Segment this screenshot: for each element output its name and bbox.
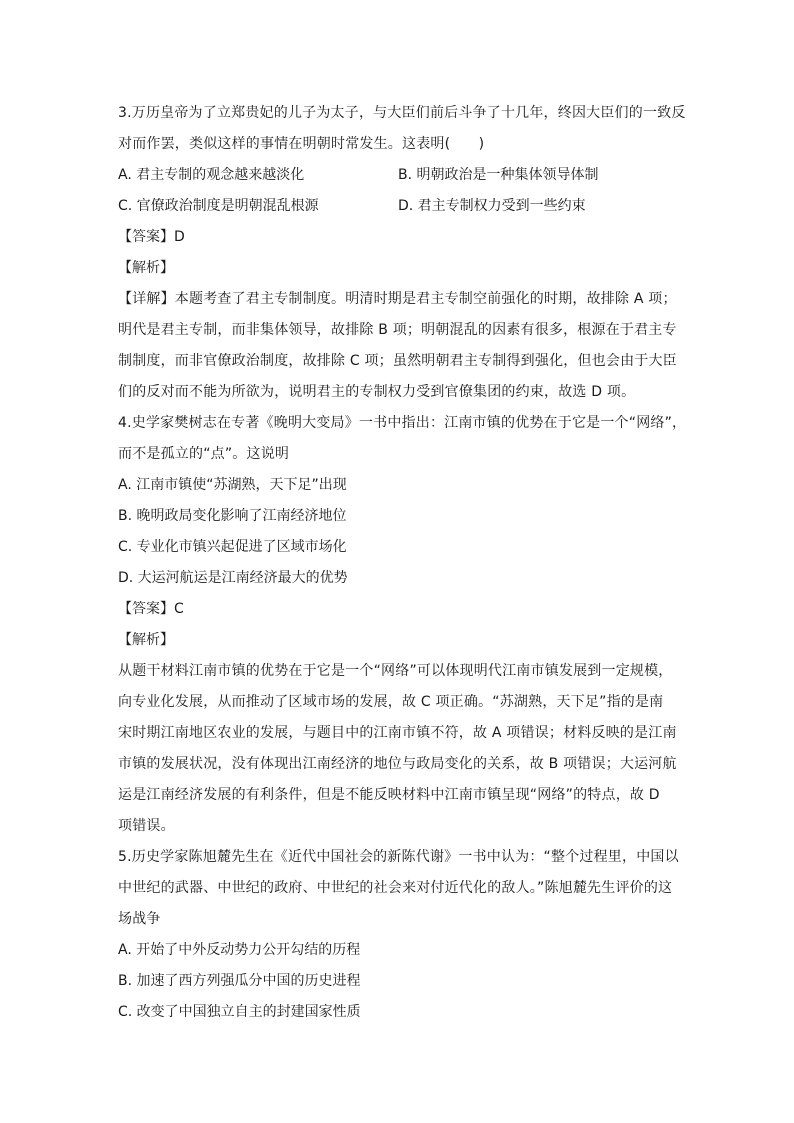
detail-line: 们的反对而不能为所欲为，说明君主的专制权力受到官僚集团的约束，故选 D 项。 [118,384,636,400]
stem-line: 而不是孤立的“点”。这说明 [118,446,290,462]
answer-label: 【答案】C [118,601,184,617]
stem-line: 场战争 [118,911,161,927]
option-a: A. 君主专制的观念越来越淡化 [118,167,305,183]
option-a: A. 开始了中外反动势力公开勾结的历程 [118,942,361,958]
analysis-line: 运是江南经济发展的有利条件，但是不能反映材料中江南市镇呈现“网络”的特点，故 D [118,787,660,803]
analysis-line: 项错误。 [118,818,175,834]
exam-page [118,98,687,1028]
option-c: C. 改变了中国独立自主的封建国家性质 [118,1004,361,1020]
detail-line: 【详解】本题考查了君主专制制度。明清时期是君主专制空前强化的时期，故排除 A 项； [118,291,677,307]
option-b: B. 加速了西方列强瓜分中国的历史进程 [118,973,361,989]
question-5 [118,842,678,1028]
answer-label: 【答案】D [118,229,185,245]
question-4-stem [118,408,687,470]
analysis-paragraph [118,656,678,842]
stem-line: 5.历史学家陈旭麓先生在《近代中国社会的新陈代谢》一书中认为：“整个过程里，中国以 [118,849,679,865]
detail-paragraph [118,284,678,408]
analysis-line: 从题干材料江南市镇的优势在于它是一个“网络”可以体现明代江南市镇发展到一定规模， [118,663,673,679]
question-3 [118,98,686,408]
analysis-label: 【解析】 [118,632,174,648]
question-5-stem [118,842,678,935]
detail-line: 制制度，而非官僚政治制度，故排除 C 项；虽然明朝君主专制得到强化，但也会由于大臣 [118,353,677,369]
option-b: B. 明朝政治是一种集体领导体制 [398,167,599,183]
stem-line: 4.史学家樊树志在专著《晚明大变局》一书中指出：江南市镇的优势在于它是一个“网络”， [118,415,687,431]
option-b: B. 晚明政局变化影响了江南经济地位 [118,508,347,524]
analysis-line: 市镇的发展状况，没有体现出江南经济的地位与政局变化的关系，故 B 项错误；大运河航 [118,756,677,772]
detail-line: 明代是君主专制，而非集体领导，故排除 B 项；明朝混乱的因素有很多，根源在于君主专 [118,322,677,338]
stem-line: 3.万历皇帝为了立郑贵妃的儿子为太子，与大臣们前后斗争了十几年，终因大臣们的一致反 [118,105,686,121]
options-row-ab [118,160,678,191]
option-d: D. 君主专制权力受到一些约束 [398,198,586,214]
option-a: A. 江南市镇使“苏湖熟，天下足”出现 [118,477,347,493]
question-4 [118,408,687,842]
analysis-line: 向专业化发展，从而推动了区域市场的发展，故 C 项正确。“苏湖熟，天下足”指的是南 [118,694,664,710]
stem-line: 中世纪的武器、中世纪的政府、中世纪的社会来对付近代化的敌人。”陈旭麓先生评价的这 [118,880,673,896]
option-c: C. 专业化市镇兴起促进了区域市场化 [118,539,347,555]
option-d: D. 大运河航运是江南经济最大的优势 [118,570,348,586]
option-c: C. 官僚政治制度是明朝混乱根源 [118,198,319,214]
question-3-stem [118,98,686,160]
analysis-label: 【解析】 [118,260,174,276]
analysis-line: 宋时期江南地区农业的发展，与题目中的江南市镇不符，故 A 项错误；材料反映的是江南 [118,725,677,741]
options-row-cd [118,191,678,222]
stem-line: 对而作罢，类似这样的事情在明朝时常发生。这表明( ) [118,136,485,152]
